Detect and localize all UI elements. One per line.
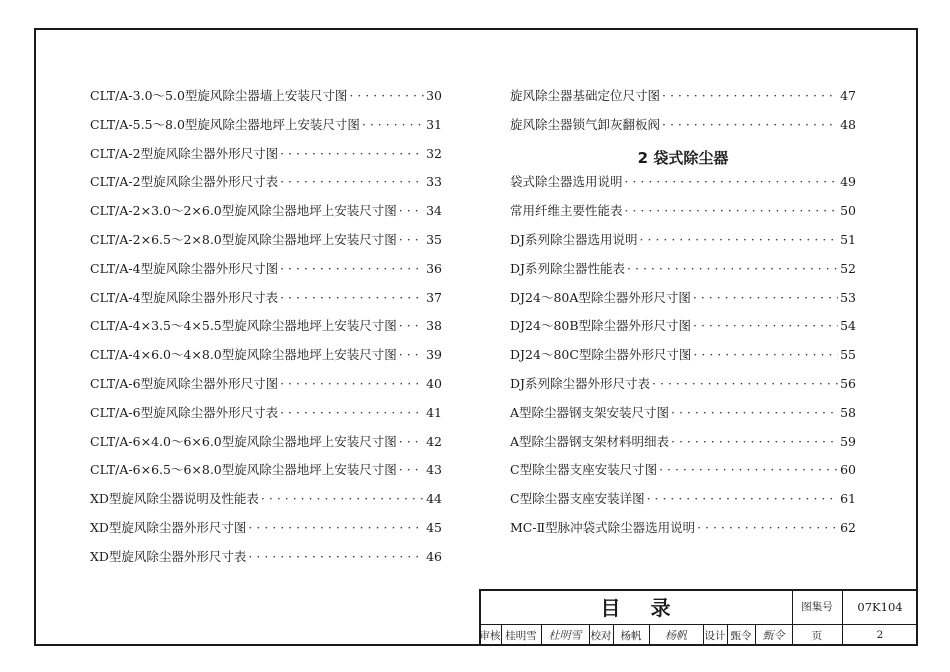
toc-entry xyxy=(90,403,442,432)
leader-dots xyxy=(246,549,424,564)
toc-entry xyxy=(510,288,856,317)
toc-entry xyxy=(90,201,442,230)
toc-entry-title: CLT/A-6×4.0～6×6.0型旋风除尘器地坪上安装尺寸图 xyxy=(90,433,397,449)
toc-entry-title: A型除尘器钢支架安装尺寸图 xyxy=(510,404,670,420)
toc-entry-title: CLT/A-4型旋风除尘器外形尺寸表 xyxy=(90,289,279,305)
page-number: 2 xyxy=(876,629,884,641)
toc-entry-title: DJ系列除尘器外形尺寸表 xyxy=(510,375,651,391)
toc-entry-title: DJ24～80C型除尘器外形尺寸图 xyxy=(510,347,692,363)
leader-dots xyxy=(397,347,424,362)
leader-dots xyxy=(623,203,838,218)
leader-dots xyxy=(246,520,424,535)
toc-entry-page: 42 xyxy=(426,433,442,449)
page-label: 页 xyxy=(811,629,823,642)
leader-dots xyxy=(695,520,838,535)
designer-signature: 甄令 xyxy=(762,629,785,642)
toc-entry-page: 49 xyxy=(840,174,856,190)
leader-dots xyxy=(645,491,838,506)
toc-entry xyxy=(90,230,442,259)
document-title: 目录 xyxy=(600,596,701,620)
toc-entry-page: 59 xyxy=(840,433,856,449)
toc-entry xyxy=(510,86,856,115)
toc-entry-title: 旋风除尘器基础定位尺寸图 xyxy=(510,88,661,103)
toc-entry-page: 31 xyxy=(426,116,442,132)
reviewer-name: 桂明雪 xyxy=(505,629,537,642)
designer-name: 甄令 xyxy=(730,629,752,642)
toc-entry xyxy=(90,460,442,489)
leader-dots xyxy=(625,261,838,276)
leader-dots xyxy=(650,376,838,391)
toc-entry-title: DJ24～80A型除尘器外形尺寸图 xyxy=(510,289,691,305)
toc-entry-page: 54 xyxy=(840,318,856,334)
toc-left-column xyxy=(90,86,442,576)
toc-entry-title: XD型旋风除尘器说明及性能表 xyxy=(90,491,259,507)
leader-dots xyxy=(691,318,838,333)
toc-entry-title: XD型旋风除尘器外形尺寸图 xyxy=(90,519,247,535)
check-label: 校对 xyxy=(590,629,612,642)
leader-dots xyxy=(278,290,424,305)
toc-entry xyxy=(90,172,442,201)
toc-entry-page: 47 xyxy=(840,88,856,103)
leader-dots xyxy=(259,491,424,506)
toc-entry-page: 30 xyxy=(426,88,442,103)
toc-entry-title: CLT/A-5.5～8.0型旋风除尘器地坪上安装尺寸图 xyxy=(90,116,360,132)
toc-entry xyxy=(510,115,856,144)
reviewer-signature: 杜明雪 xyxy=(548,629,582,642)
toc-entry-title: DJ系列除尘器性能表 xyxy=(510,260,626,276)
leader-dots xyxy=(278,261,424,276)
toc-entry-page: 60 xyxy=(840,462,856,478)
toc-entry xyxy=(510,374,856,403)
toc-entry-title: CLT/A-4×6.0～4×8.0型旋风除尘器地坪上安装尺寸图 xyxy=(90,347,397,363)
atlas-number-label: 图集号 xyxy=(801,601,833,613)
toc-entry xyxy=(510,172,856,201)
leader-dots xyxy=(691,347,838,362)
toc-entry-page: 44 xyxy=(426,491,442,507)
toc-entry-page: 53 xyxy=(840,289,856,305)
leader-dots xyxy=(657,462,838,477)
toc-entry-page: 36 xyxy=(426,260,442,276)
toc-entry xyxy=(90,374,442,403)
toc-entry xyxy=(510,432,856,461)
toc-entry-title: C型除尘器支座安装尺寸图 xyxy=(510,462,658,478)
atlas-number: 07K104 xyxy=(857,599,903,614)
toc-entry-page: 52 xyxy=(840,260,856,276)
section-heading: 2 袋式除尘器 xyxy=(637,149,729,168)
toc-entry xyxy=(90,259,442,288)
toc-entry-page: 56 xyxy=(840,375,856,391)
leader-dots xyxy=(397,232,424,247)
toc-entry-page: 62 xyxy=(840,519,856,535)
toc-entry-page: 34 xyxy=(426,203,442,219)
toc-entry xyxy=(510,403,856,432)
toc-entry xyxy=(510,489,856,518)
toc-entry xyxy=(510,316,856,345)
leader-dots xyxy=(691,290,838,305)
toc-entry-title: A型除尘器钢支架材料明细表 xyxy=(510,433,670,449)
toc-entry-page: 33 xyxy=(426,174,442,190)
leader-dots xyxy=(669,405,838,420)
leader-dots xyxy=(397,434,424,449)
toc-entry-page: 37 xyxy=(426,289,442,305)
toc-entry-title: CLT/A-6型旋风除尘器外形尺寸表 xyxy=(90,404,279,420)
toc-entry xyxy=(90,345,442,374)
leader-dots xyxy=(660,117,838,132)
toc-entry-title: CLT/A-2型旋风除尘器外形尺寸图 xyxy=(90,145,279,161)
toc-entry-title: CLT/A-2×6.5～2×8.0型旋风除尘器地坪上安装尺寸图 xyxy=(90,231,397,247)
toc-entry xyxy=(90,518,442,547)
leader-dots xyxy=(347,88,424,103)
leader-dots xyxy=(397,203,424,218)
toc-entry-page: 40 xyxy=(426,375,442,391)
toc-entry xyxy=(90,115,442,144)
leader-dots xyxy=(360,117,424,132)
leader-dots xyxy=(278,174,424,189)
leader-dots xyxy=(397,318,424,333)
toc-entry-title: CLT/A-4型旋风除尘器外形尺寸图 xyxy=(90,260,279,276)
toc-entry-title: CLT/A-2型旋风除尘器外形尺寸表 xyxy=(90,174,279,190)
toc-right-column xyxy=(510,86,856,547)
toc-entry-page: 38 xyxy=(426,318,442,334)
toc-entry-title: CLT/A-2×3.0～2×6.0型旋风除尘器地坪上安装尺寸图 xyxy=(90,203,397,219)
toc-entry xyxy=(90,86,442,115)
toc-entry xyxy=(510,201,856,230)
toc-entry-title: CLT/A-4×3.5～4×5.5型旋风除尘器地坪上安装尺寸图 xyxy=(90,318,397,334)
toc-entry-title: C型除尘器支座安装详图 xyxy=(510,491,645,507)
toc-entry xyxy=(510,345,856,374)
toc-entry-title: 袋式除尘器选用说明 xyxy=(510,174,623,190)
title-block xyxy=(479,589,918,646)
leader-dots xyxy=(278,405,424,420)
leader-dots xyxy=(397,462,424,477)
toc-entry-title: 旋风除尘器锁气卸灰翻板阀 xyxy=(510,116,661,132)
leader-dots xyxy=(638,232,838,247)
toc-entry-page: 45 xyxy=(426,519,442,535)
toc-entry-page: 51 xyxy=(840,231,856,247)
toc-entry-title: DJ系列除尘器选用说明 xyxy=(510,231,638,247)
leader-dots xyxy=(660,88,838,103)
toc-entry-title: XD型旋风除尘器外形尺寸表 xyxy=(90,548,247,564)
toc-entry xyxy=(90,432,442,461)
toc-entry-title: DJ24～80B型除尘器外形尺寸图 xyxy=(510,318,692,334)
toc-entry-page: 43 xyxy=(426,462,442,478)
toc-entry xyxy=(90,316,442,345)
leader-dots xyxy=(623,174,838,189)
toc-entry-page: 32 xyxy=(426,145,442,161)
design-label: 设计 xyxy=(704,629,726,642)
toc-entry xyxy=(510,518,856,547)
toc-entry-page: 61 xyxy=(840,491,856,507)
toc-entry-title: MC-Ⅱ型脉冲袋式除尘器选用说明 xyxy=(510,519,696,535)
toc-entry-title: CLT/A-3.0～5.0型旋风除尘器墙上安装尺寸图 xyxy=(90,88,348,103)
toc-entry-page: 41 xyxy=(426,404,442,420)
toc-entry xyxy=(510,230,856,259)
toc-entry-page: 55 xyxy=(840,347,856,363)
checker-signature: 杨帆 xyxy=(665,629,687,642)
toc-entry-page: 48 xyxy=(840,116,856,132)
toc-entry xyxy=(510,259,856,288)
toc-entry-title: CLT/A-6×6.5～6×8.0型旋风除尘器地坪上安装尺寸图 xyxy=(90,462,397,478)
toc-entry xyxy=(90,288,442,317)
toc-entry-page: 39 xyxy=(426,347,442,363)
leader-dots xyxy=(278,376,424,391)
toc-entry-page: 46 xyxy=(426,548,442,564)
toc-entry-title: 常用纤维主要性能表 xyxy=(510,203,623,219)
toc-entry xyxy=(90,489,442,518)
toc-entry-page: 50 xyxy=(840,203,856,219)
toc-entry-title: CLT/A-6型旋风除尘器外形尺寸图 xyxy=(90,375,279,391)
leader-dots xyxy=(669,434,838,449)
toc-entry-page: 35 xyxy=(426,231,442,247)
checker-name: 杨帆 xyxy=(620,629,642,642)
leader-dots xyxy=(278,146,424,161)
toc-entry xyxy=(90,547,442,576)
toc-entry-page: 58 xyxy=(840,404,856,420)
toc-entry xyxy=(90,144,442,173)
toc-entry xyxy=(510,460,856,489)
review-label: 审核 xyxy=(479,629,501,642)
